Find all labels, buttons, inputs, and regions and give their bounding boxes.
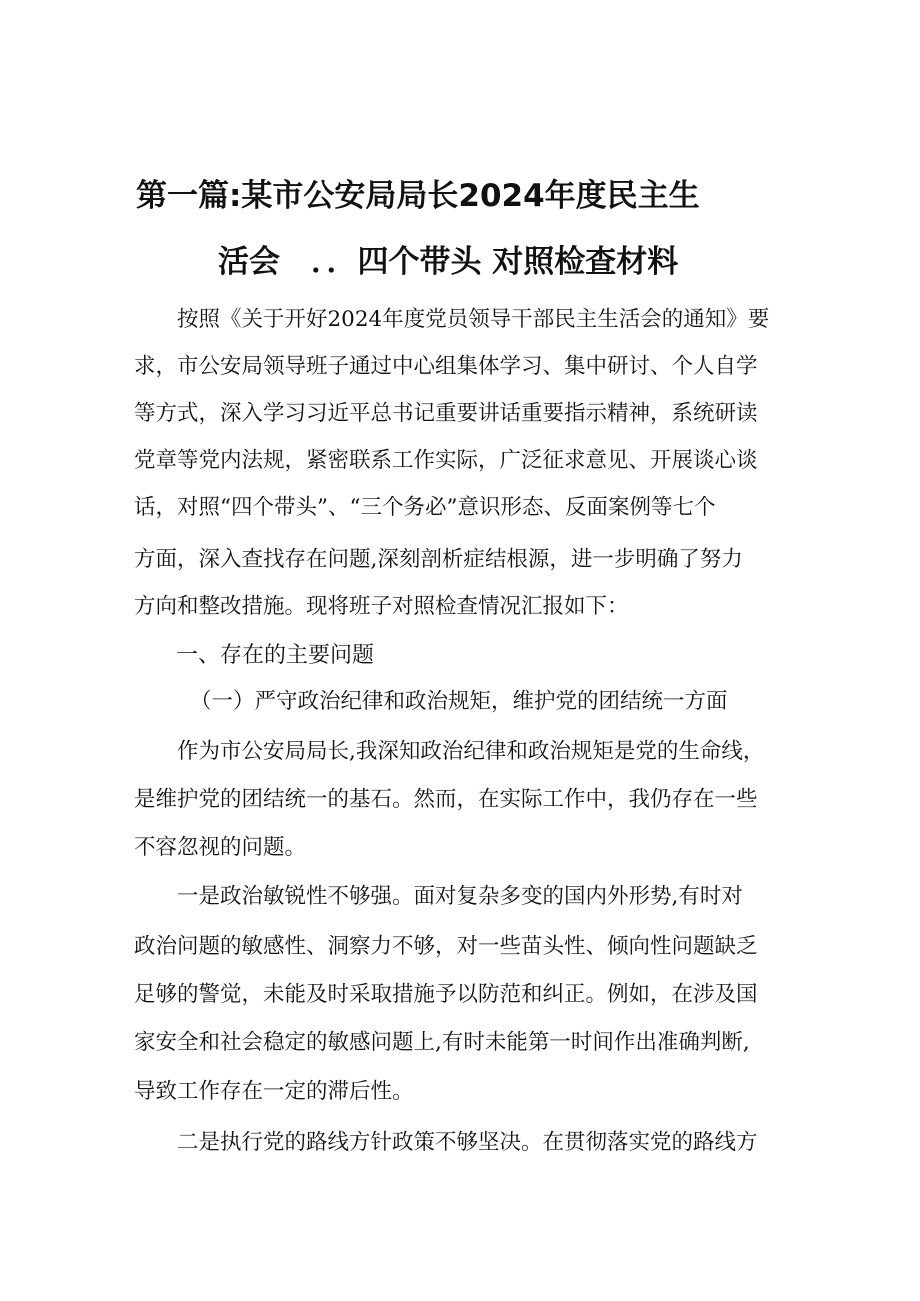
intro-line: 党章等党内法规，紧密联系工作实际，广泛征求意见、开展谈心谈 [134, 448, 758, 473]
subsection-heading: （一）严守政治纪律和政治规矩，维护党的团结统一方面 [190, 689, 728, 714]
paragraph-line: 家安全和社会稳定的敏感问题上,有时未能第一时间作出准确判断, [134, 1030, 750, 1055]
intro-line: 方面，深入查找存在问题,深刻剖析症结根源，进一步明确了努力 [134, 547, 743, 572]
intro-line: 求，市公安局领导班子通过中心组集体学习、集中研讨、个人自学 [134, 354, 758, 379]
paragraph-line: 足够的警觉，未能及时采取措施予以防范和纠正。例如，在涉及国 [134, 982, 758, 1007]
paragraph-line: 不容忽视的问题。 [134, 835, 307, 860]
document-title-line-2: 活会 ．．四个带头 对照检查材料 [218, 244, 679, 280]
document-title-line-1: 第一篇:某市公安局局长2024年度民主生 [136, 178, 700, 214]
paragraph-line: 政治问题的敏感性、洞察力不够，对一些苗头性、倾向性问题缺乏 [134, 934, 758, 959]
paragraph-line: 作为市公安局局长,我深知政治纪律和政治规矩是党的生命线， [134, 739, 765, 764]
section-heading: 一、存在的主要问题 [176, 643, 375, 668]
intro-line: 话，对照“四个带头”、“三个务必”意识形态、反面案例等七个 [134, 495, 716, 520]
paragraph-line: 是维护党的团结统一的基石。然而，在实际工作中，我仍存在一些 [134, 787, 758, 812]
paragraph-line: 一是政治敏锐性不够强。面对复杂多变的国内外形势,有时对 [134, 884, 743, 909]
intro-line: 按照《关于开好2024年度党员领导干部民主生活会的通知》要 [134, 307, 770, 332]
intro-line: 方向和整改措施。现将班子对照检查情况汇报如下： [134, 594, 629, 619]
paragraph-line: 二是执行党的路线方针政策不够坚决。在贯彻落实党的路线方 [134, 1130, 758, 1155]
intro-line: 等方式，深入学习习近平总书记重要讲话重要指示精神，系统研读 [134, 401, 758, 426]
paragraph-line: 导致工作存在一定的滞后性。 [134, 1079, 414, 1104]
